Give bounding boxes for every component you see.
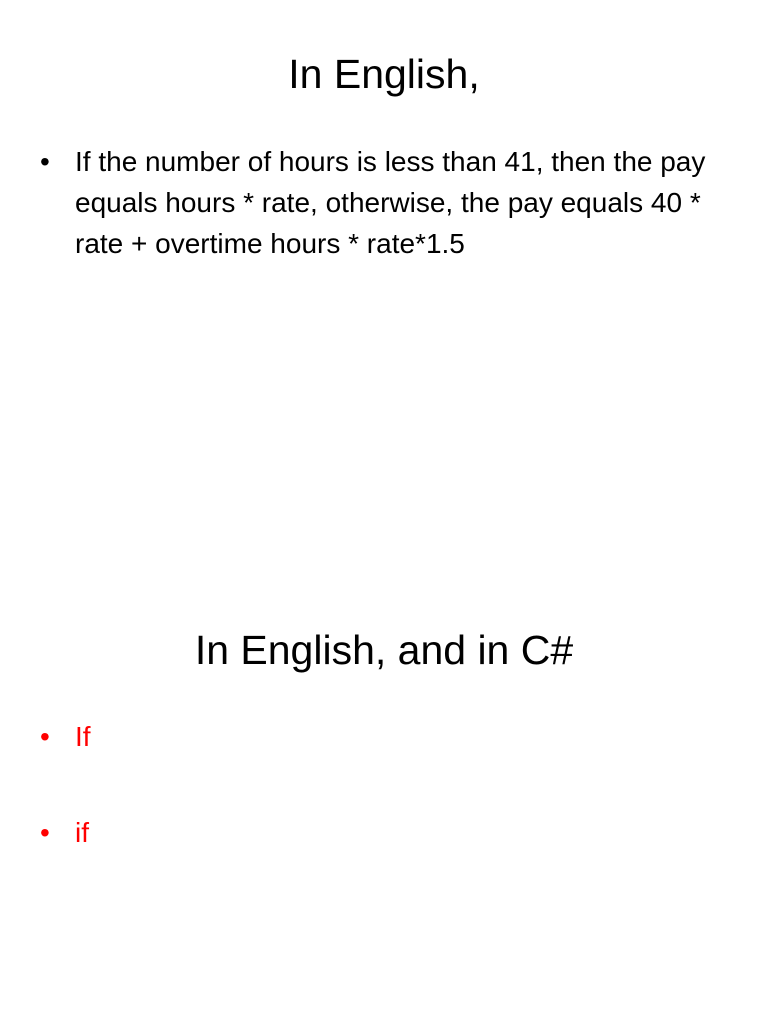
bullet-marker: • <box>40 721 50 752</box>
bullet-marker: • <box>40 146 50 177</box>
bullet-text: If the number of hours is less than 41, then the pay equals hours * rate, otherwise, the pay equals 40 * rate + overtime hours * rate*1.5 <box>75 146 706 259</box>
bullet-list <box>38 141 738 264</box>
bullet-item-english-if <box>38 716 738 757</box>
bullet-item-csharp-if <box>38 812 738 853</box>
slide-title: In English, and in C# <box>194 627 574 673</box>
slide-in-english-and-csharp <box>0 512 768 1024</box>
bullet-text: if <box>75 817 89 848</box>
bullet-text: If <box>75 721 91 752</box>
bullet-marker: • <box>40 817 50 848</box>
slide-title: In English, <box>288 51 480 97</box>
bullet-list <box>38 716 738 853</box>
bullet-item-pay-rule <box>38 141 738 264</box>
